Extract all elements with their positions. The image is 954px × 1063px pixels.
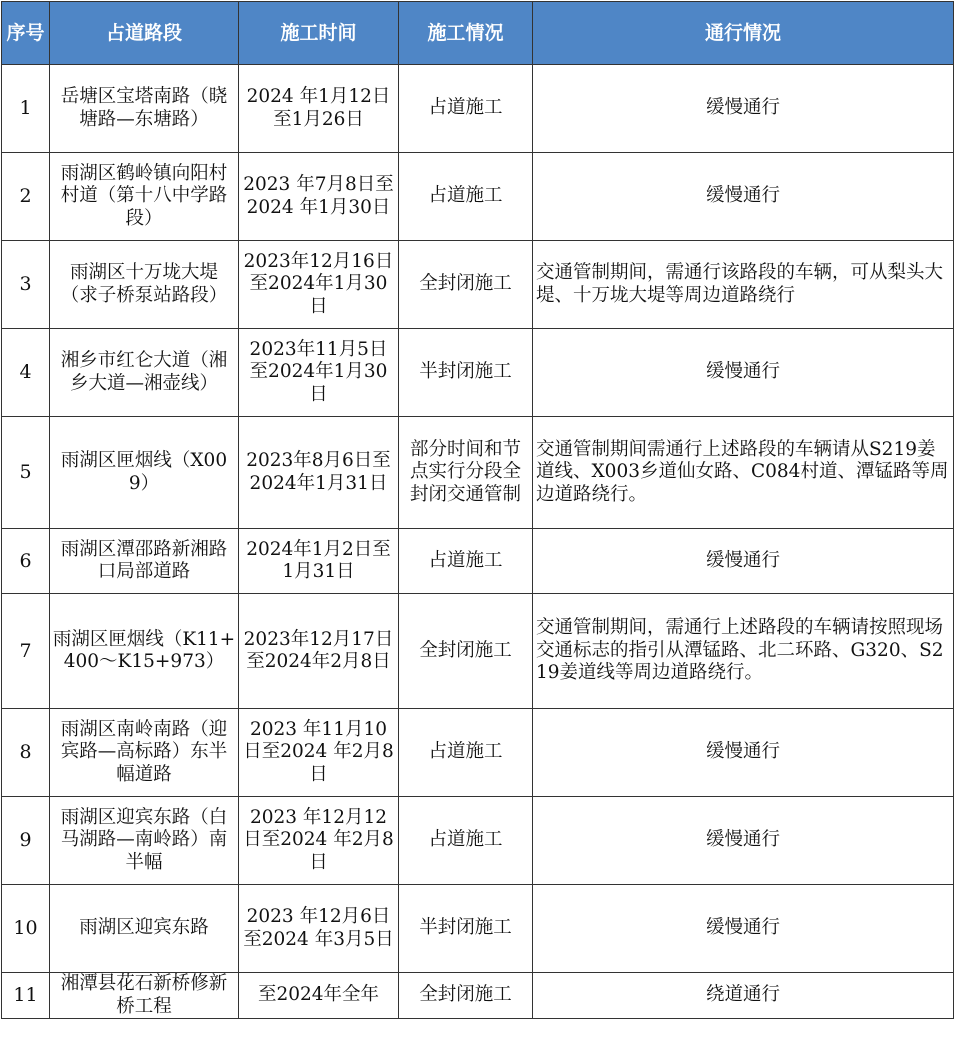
cell-construction-time: 2024年1月2日至1月31日 (239, 529, 399, 594)
cell-traffic-status: 缓慢通行 (533, 529, 954, 594)
cell-construction-status: 占道施工 (399, 797, 533, 885)
table-row (2, 329, 954, 417)
header-road-section: 占道路段 (50, 2, 239, 65)
cell-construction-time: 2023 年12月6日至2024 年3月5日 (239, 885, 399, 973)
cell-construction-time: 2023 年7月8日至2024 年1月30日 (239, 153, 399, 241)
cell-construction-time: 2023年11月5日至2024年1月30日 (239, 329, 399, 417)
table-row (2, 594, 954, 709)
cell-construction-time: 2023年8月6日至2024年1月31日 (239, 417, 399, 529)
cell-construction-status: 占道施工 (399, 529, 533, 594)
cell-traffic-status: 交通管制期间，需通行上述路段的车辆请按照现场交通标志的指引从潭锰路、北二环路、G320、S219姜道线等周边道路绕行。 (533, 594, 954, 709)
cell-construction-time: 2023年12月16日至2024年1月30日 (239, 241, 399, 329)
header-traffic-status: 通行情况 (533, 2, 954, 65)
cell-road-section: 雨湖区迎宾东路 (50, 885, 239, 973)
cell-traffic-status: 缓慢通行 (533, 65, 954, 153)
cell-seq: 3 (2, 241, 50, 329)
cell-traffic-status: 交通管制期间需通行上述路段的车辆请从S219姜道线、X003乡道仙女路、C084村道、潭锰路等周边道路绕行。 (533, 417, 954, 529)
cell-road-section: 岳塘区宝塔南路（晓塘路—东塘路） (50, 65, 239, 153)
cell-seq: 4 (2, 329, 50, 417)
table-row (2, 973, 954, 1019)
cell-construction-time: 2023 年12月12日至2024 年2月8日 (239, 797, 399, 885)
cell-construction-status: 占道施工 (399, 709, 533, 797)
header-construction-status: 施工情况 (399, 2, 533, 65)
header-construction-time: 施工时间 (239, 2, 399, 65)
cell-traffic-status: 缓慢通行 (533, 709, 954, 797)
cell-construction-time: 2024 年1月12日至1月26日 (239, 65, 399, 153)
cell-construction-time: 2023年12月17日至2024年2月8日 (239, 594, 399, 709)
cell-seq: 10 (2, 885, 50, 973)
cell-construction-status: 半封闭施工 (399, 885, 533, 973)
cell-construction-status: 全封闭施工 (399, 594, 533, 709)
cell-road-section: 雨湖区匣烟线（K11+400～K15+973） (50, 594, 239, 709)
cell-traffic-status: 缓慢通行 (533, 329, 954, 417)
header-seq: 序号 (2, 2, 50, 65)
table-header-row (2, 2, 954, 65)
cell-road-section: 雨湖区十万垅大堤（求子桥泵站路段） (50, 241, 239, 329)
cell-seq: 6 (2, 529, 50, 594)
cell-road-section: 雨湖区潭邵路新湘路口局部道路 (50, 529, 239, 594)
table-row (2, 417, 954, 529)
cell-road-section: 湘乡市红仑大道（湘乡大道—湘壶线） (50, 329, 239, 417)
cell-construction-status: 全封闭施工 (399, 241, 533, 329)
cell-seq: 1 (2, 65, 50, 153)
cell-traffic-status: 缓慢通行 (533, 797, 954, 885)
cell-road-section: 雨湖区迎宾东路（白马湖路—南岭路）南半幅 (50, 797, 239, 885)
cell-construction-time: 至2024年全年 (239, 973, 399, 1019)
cell-construction-time: 2023 年11月10日至2024 年2月8日 (239, 709, 399, 797)
cell-traffic-status: 缓慢通行 (533, 153, 954, 241)
cell-seq: 8 (2, 709, 50, 797)
table-row (2, 709, 954, 797)
cell-road-section: 雨湖区鹤岭镇向阳村村道（第十八中学路段） (50, 153, 239, 241)
cell-seq: 7 (2, 594, 50, 709)
cell-seq: 2 (2, 153, 50, 241)
cell-traffic-status: 绕道通行 (533, 973, 954, 1019)
table-row (2, 797, 954, 885)
table-row (2, 153, 954, 241)
cell-construction-status: 全封闭施工 (399, 973, 533, 1019)
cell-construction-status: 半封闭施工 (399, 329, 533, 417)
cell-traffic-status: 交通管制期间，需通行该路段的车辆，可从梨头大堤、十万垅大堤等周边道路绕行 (533, 241, 954, 329)
road-construction-table (1, 1, 954, 1019)
table-row (2, 529, 954, 594)
cell-seq: 5 (2, 417, 50, 529)
cell-traffic-status: 缓慢通行 (533, 885, 954, 973)
cell-road-section: 雨湖区南岭南路（迎宾路—高标路）东半幅道路 (50, 709, 239, 797)
cell-construction-status: 占道施工 (399, 153, 533, 241)
table-row (2, 241, 954, 329)
table-row (2, 885, 954, 973)
cell-construction-status: 占道施工 (399, 65, 533, 153)
cell-seq: 11 (2, 973, 50, 1019)
table-row (2, 65, 954, 153)
cell-road-section: 雨湖区匣烟线（X009） (50, 417, 239, 529)
cell-construction-status: 部分时间和节点实行分段全封闭交通管制 (399, 417, 533, 529)
cell-road-section: 湘潭县花石新桥修新桥工程 (50, 973, 239, 1019)
cell-seq: 9 (2, 797, 50, 885)
